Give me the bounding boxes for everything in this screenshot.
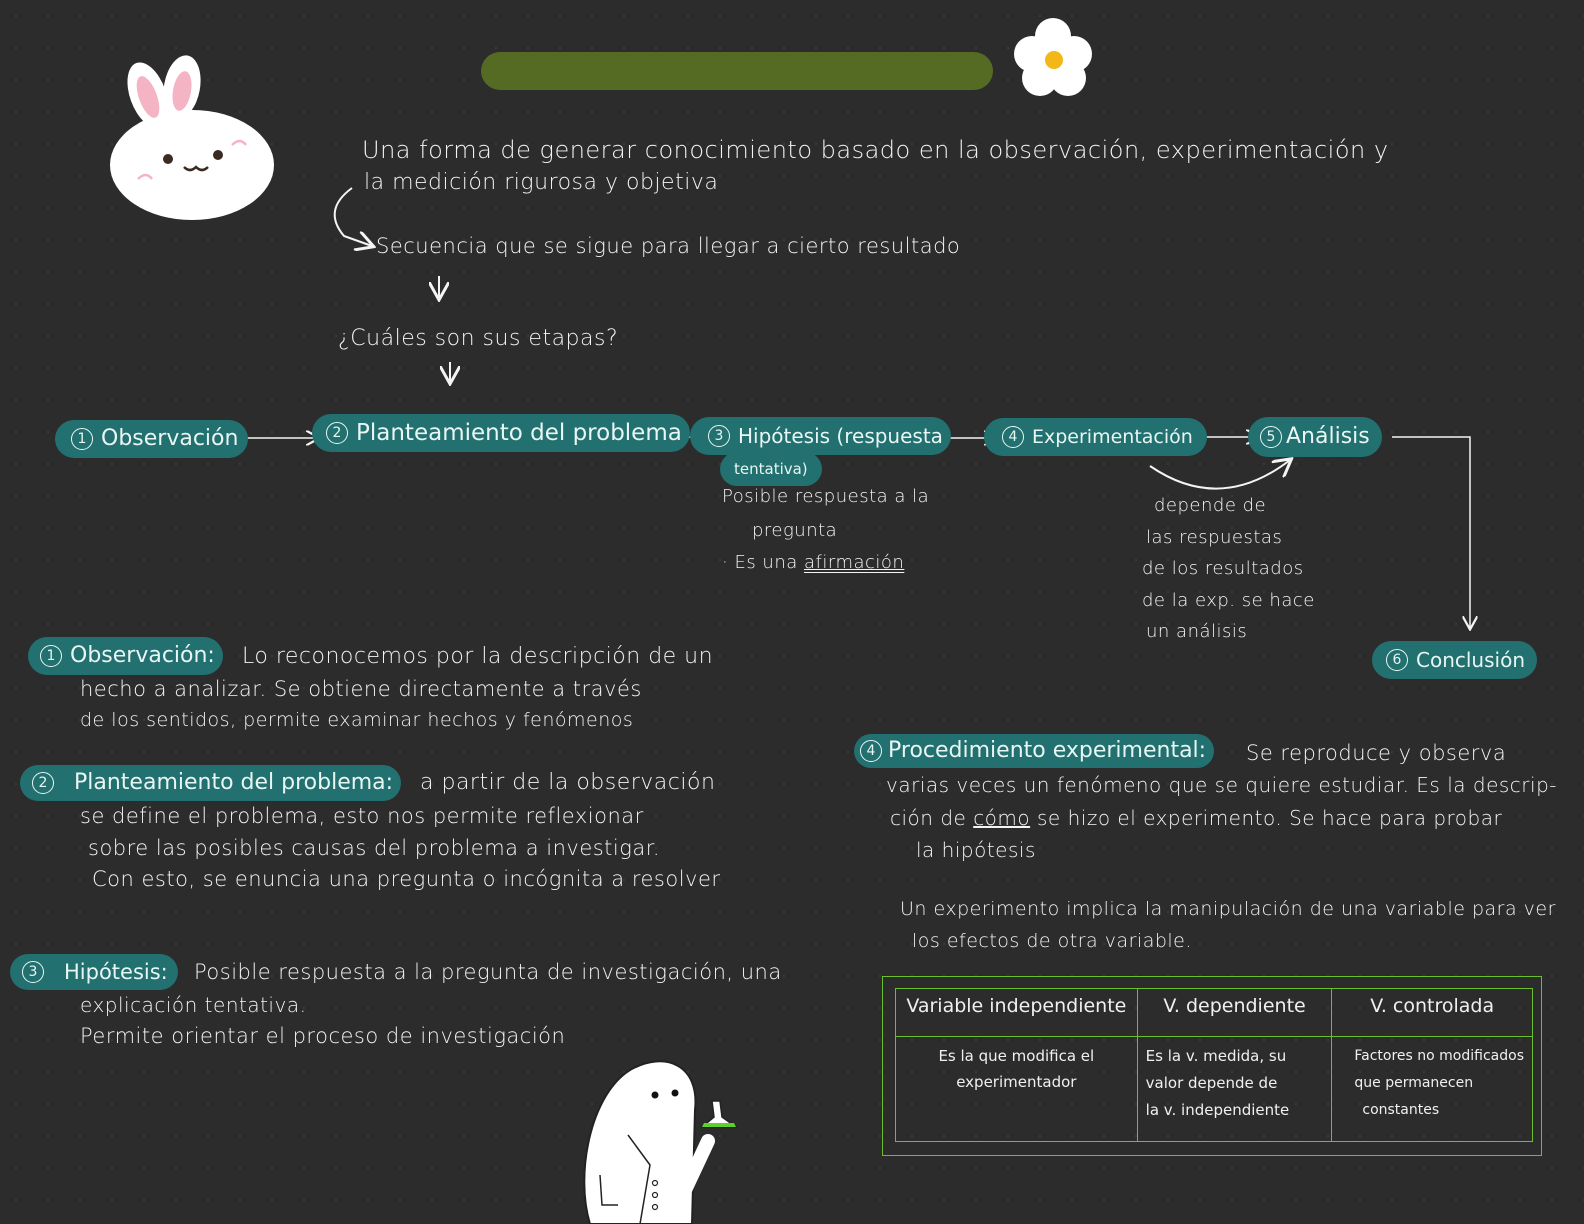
analysis-note-line: de la exp. se hace [1142,589,1315,611]
procedimiento-line-3-prefix: ción de [890,806,967,830]
cell-line: Factores no modificados [1354,1048,1524,1064]
planteamiento-line-4: Con esto, se enuncia una pregunta o incógnita a resolver [92,867,721,891]
section-number-1: 1 [40,645,62,667]
planteamiento-line-2: se define el problema, esto nos permite reflexionar [80,804,644,828]
step-label: Conclusión [1416,648,1525,672]
scientist-doodle-icon [570,1055,745,1224]
procedimiento-line-3 [890,806,1502,830]
variables-table [895,988,1533,1142]
table-cell [1137,1037,1332,1142]
step-number-2: 2 [326,422,348,444]
step-label: Experimentación [1032,425,1193,448]
definition-line-1: Una forma de generar conocimiento basado en la observación, experimentación y [362,136,1389,164]
flow-step-observacion [55,420,248,458]
hypothesis-note-line-2: pregunta [752,520,838,541]
hipotesis-line-1: Posible respuesta a la pregunta de investigación, una [194,960,782,984]
table-header-cell: Variable independiente [896,989,1138,1037]
procedimiento-line-1: Se reproduce y observa [1246,741,1507,765]
step-label: Observación [101,426,239,451]
table-row [896,1037,1533,1142]
procedimiento-line-3-suffix: se hizo el experimento. Se hace para probar [1037,806,1503,830]
procedimiento-line-4: la hipótesis [916,838,1036,862]
flow-step-planteamiento [312,414,690,452]
cell-line: Es la v. medida, su [1145,1047,1287,1065]
hypothesis-note-underlined: afirmación [804,552,905,573]
step-label: Planteamiento del problema [356,419,682,446]
step-number-3: 3 [708,425,730,447]
section-number-2: 2 [32,772,54,794]
section-title: Planteamiento del problema: [74,770,394,795]
cell-line: constantes [1362,1102,1440,1118]
observacion-line-3: de los sentidos, permite examinar hechos y fenómenos [80,709,634,731]
step-number-6: 6 [1386,649,1408,671]
procedimiento-line-2: varias veces un fenómeno que se quiere estudiar. Es la descrip- [886,773,1557,797]
flow-step-analisis [1248,417,1382,457]
hipotesis-line-3: Permite orientar el proceso de investigación [80,1024,566,1048]
experiment-line-1: Un experimento implica la manipulación de una variable para ver [900,898,1556,920]
section-procedimiento-title [854,734,1214,768]
analysis-note-line: las respuestas [1146,526,1283,548]
section-title: Observación: [70,643,215,668]
hypothesis-note-prefix: · Es una [722,552,798,573]
cell-line: Es la que modifica el [938,1047,1095,1065]
cell-line: valor depende de [1145,1074,1278,1092]
section-number-4: 4 [860,740,882,762]
section-number-3: 3 [22,961,44,983]
procedimiento-line-3-underlined: cómo [973,806,1031,830]
step-number-1: 1 [71,428,93,450]
observacion-line-2: hecho a analizar. Se obtiene directamente a través [80,677,642,701]
analysis-note-line: un análisis [1146,621,1248,642]
planteamiento-line-3: sobre las posibles causas del problema a investigar. [88,836,661,860]
section-hipotesis-title [10,954,178,990]
section-planteamiento-title [20,765,401,801]
flow-step-hipotesis [690,417,951,455]
observacion-line-1: Lo reconocemos por la descripción de un [242,644,714,669]
sequence-text: Secuencia que se sigue para llegar a cierto resultado [376,234,961,258]
flow-step-conclusion [1372,641,1537,679]
table-header-cell: V. controlada [1332,989,1533,1037]
cell-line: la v. independiente [1145,1101,1290,1119]
flow-step-hipotesis-tail [720,452,822,486]
hypothesis-note-line-1: Posible respuesta a la [722,486,930,507]
analysis-note-line: de los resultados [1142,558,1304,579]
section-observacion-title [28,637,223,675]
hypothesis-note-line-3 [722,552,904,573]
cell-line: que permanecen [1354,1075,1474,1091]
table-header-cell: V. dependiente [1137,989,1332,1037]
step-label: Análisis [1286,424,1370,449]
planteamiento-line-1: a partir de la observación [420,770,716,795]
cell-line: experimentador [956,1073,1077,1091]
definition-line-2: la medición rigurosa y objetiva [364,170,719,195]
section-title: Hipótesis: [64,959,168,984]
stages-question: ¿Cuáles son sus etapas? [338,326,619,351]
flow-step-experimentacion [984,418,1207,456]
step-number-4: 4 [1002,426,1024,448]
section-title: Procedimiento experimental: [888,738,1207,763]
step-label: Hipótesis (respuesta [738,424,943,448]
analysis-note-line: depende de [1154,495,1267,516]
table-cell [896,1037,1138,1142]
experiment-line-2: los efectos de otra variable. [912,930,1192,952]
table-header-row [896,989,1533,1037]
table-cell [1332,1037,1533,1142]
analysis-note [1142,490,1315,648]
step-label-tail: tentativa) [734,459,808,478]
hipotesis-line-2: explicación tentativa. [80,993,307,1017]
step-number-5: 5 [1260,426,1282,448]
